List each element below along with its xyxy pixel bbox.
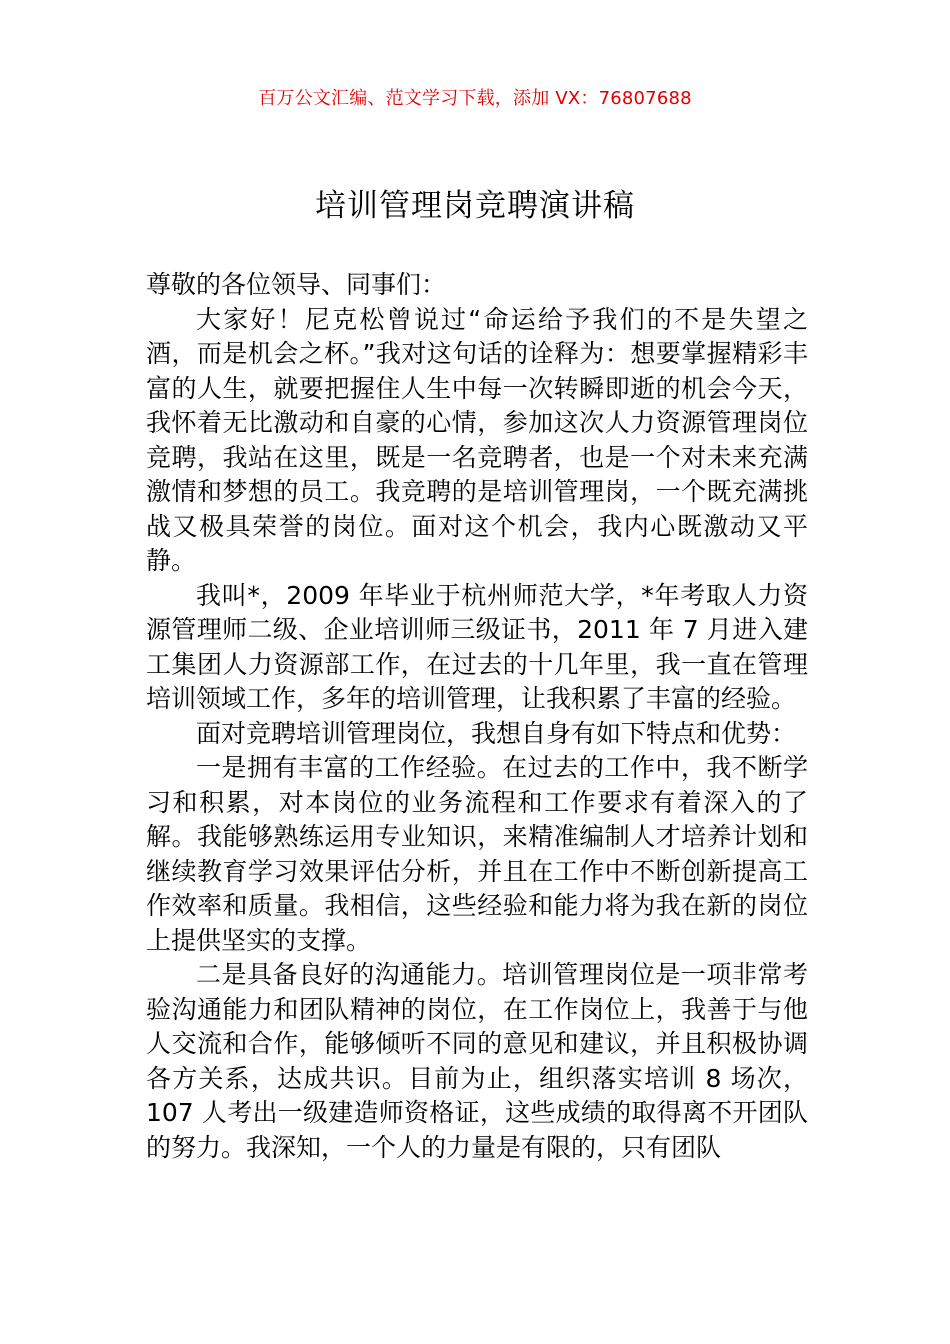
document-body	[146, 268, 808, 1165]
paragraph-advantages-lead: 面对竞聘培训管理岗位，我想自身有如下特点和优势：	[196, 718, 797, 748]
header-watermark-note: 百万公文汇编、范文学习下载，添加 VX：76807688	[258, 88, 692, 109]
paragraph-intro: 大家好！尼克松曾说过“命运给予我们的不是失望之酒，而是机会之杯。”我对这句话的诠释为：想要掌握精彩丰富的人生，就要把握住人生中每一次转瞬即逝的机会今天，我怀着无比激动和自豪的心情，参加这次人力资源管理岗位竞聘，我站在这里，既是一名竞聘者，也是一个对未来充满激情和梦想的员工。我竞聘的是培训管理岗，一个既充满挑战又极具荣誉的岗位。面对这个机会，我内心既激动又平静。	[146, 304, 808, 575]
paragraph-self-introduction: 我叫*，2009 年毕业于杭州师范大学，*年考取人力资源管理师二级、企业培训师三级证书，2011 年 7 月进入建工集团人力资源部工作，在过去的十几年里，我一直在管理培训领域工作，多年的培训管理，让我积累了丰富的经验。	[146, 580, 808, 713]
salutation: 尊敬的各位领导、同事们：	[146, 270, 447, 299]
paragraph-point-one: 一是拥有丰富的工作经验。在过去的工作中，我不断学习和积累，对本岗位的业务流程和工作要求有着深入的了解。我能够熟练运用专业知识，来精准编制人才培养计划和继续教育学习效果评估分析，并且在工作中不断创新提高工作效率和质量。我相信，这些经验和能力将为我在新的岗位上提供坚实的支撑。	[146, 753, 808, 955]
paragraph-point-two: 二是具备良好的沟通能力。培训管理岗位是一项非常考验沟通能力和团队精神的岗位，在工作岗位上，我善于与他人交流和合作，能够倾听不同的意见和建议，并且积极协调各方关系，达成共识。目前为止，组织落实培训 8 场次，107 人考出一级建造师资格证，这些成绩的取得离不开团队的努力。我深知，一个人的力量是有限的，只有团队	[146, 960, 808, 1162]
page-title: 培训管理岗竞聘演讲稿	[315, 188, 635, 224]
